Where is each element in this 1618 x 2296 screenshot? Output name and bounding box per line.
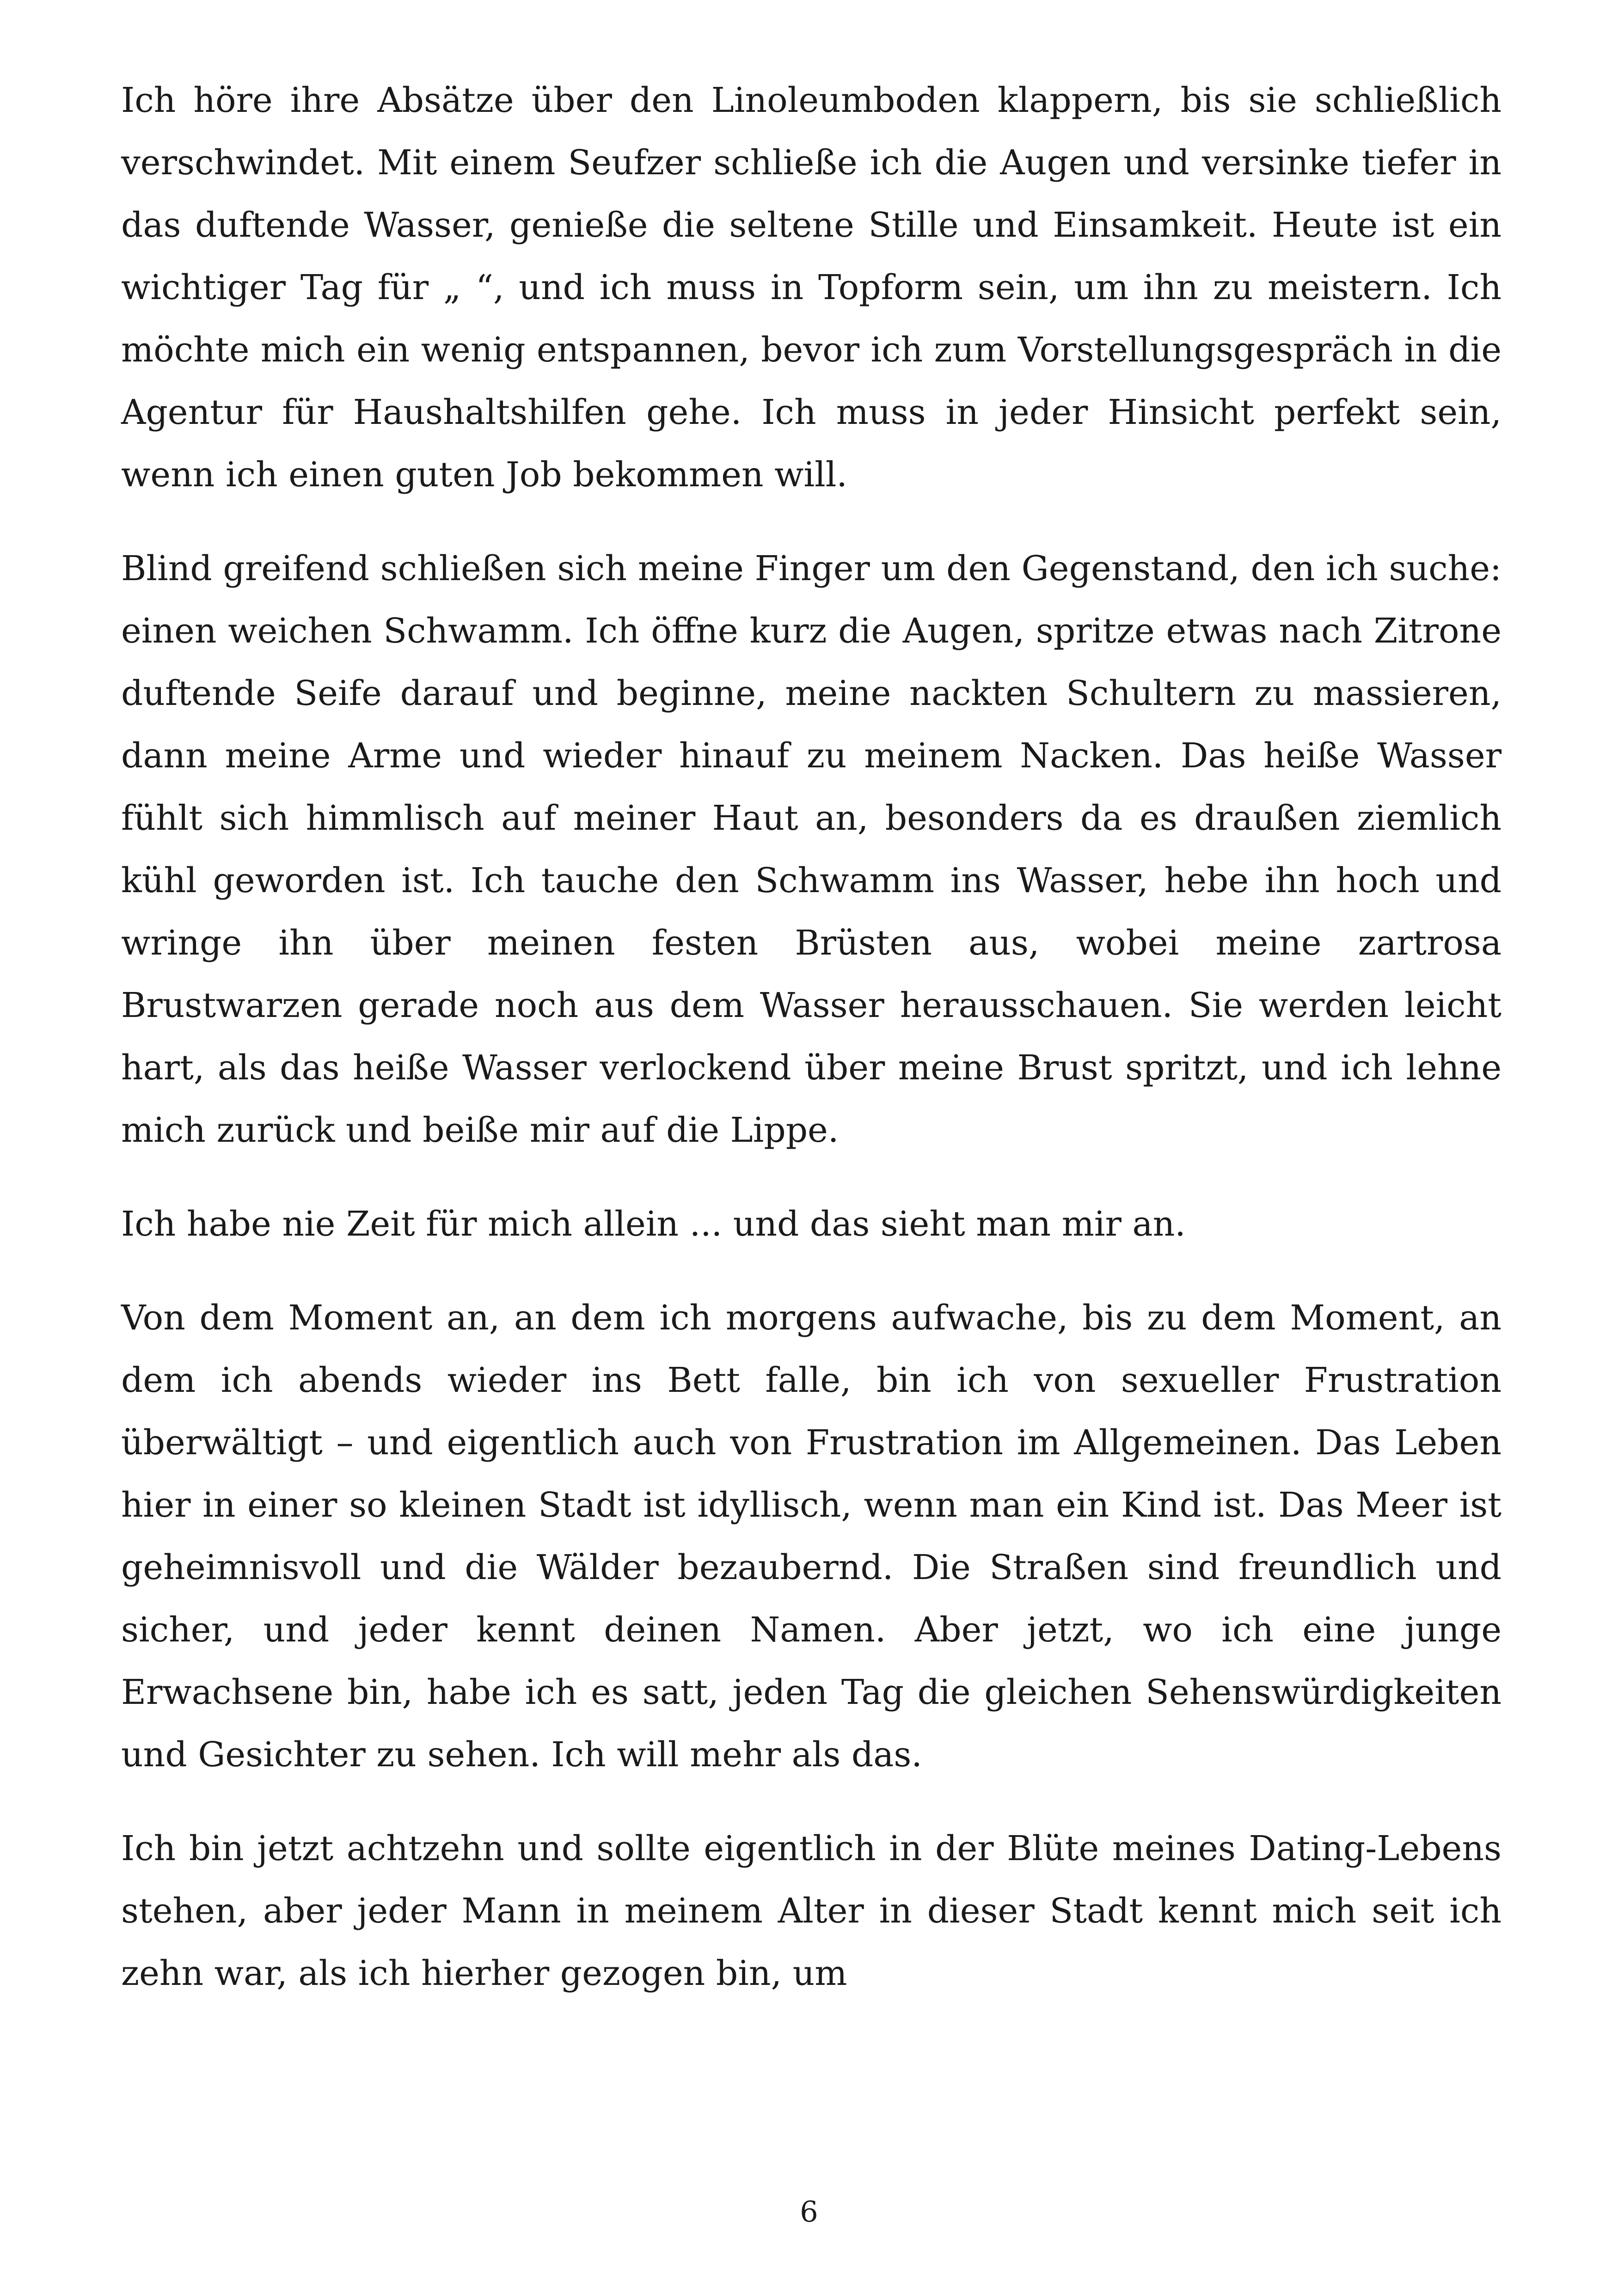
page-number: 6 bbox=[800, 2195, 818, 2229]
paragraph-5: Ich bin jetzt achtzehn und sollte eigentlich in der Blüte meines Dating-Lebens stehen, aber jeder Mann in meinem Alter in dieser Stadt kennt mich seit ich zehn war, als ich hierher gezogen bin, um bbox=[121, 1829, 1502, 1993]
paragraph-3: Ich habe nie Zeit für mich allein ... und das sieht man mir an. bbox=[121, 1204, 1186, 1244]
body-text bbox=[121, 69, 1502, 2005]
paragraph-4: Von dem Moment an, an dem ich morgens aufwache, bis zu dem Moment, an dem ich abends wieder ins Bett falle, bin ich von sexueller Frustration überwältigt – und eigentlich auch von Frustration im Allgemeinen. Das Leben hier in einer so kleinen Stadt ist idyllisch, wenn man ein Kind ist. Das Meer ist geheimnisvoll und die Wälder bezaubernd. Die Straßen sind freundlich und sicher, und jeder kennt deinen Namen. Aber jetzt, wo ich eine junge Erwachsene bin, habe ich es satt, jeden Tag die gleichen Sehenswürdigkeiten und Gesichter zu sehen. Ich will mehr als das. bbox=[121, 1298, 1502, 1775]
paragraph-1: Ich höre ihre Absätze über den Linoleumboden klappern, bis sie schließlich verschwindet. Mit einem Seufzer schließe ich die Augen und versinke tiefer in das duftende Wasser, genieße die seltene Stille und Einsamkeit. Heute ist ein wichtiger Tag für „ “, und ich muss in Topform sein, um ihn zu meistern. Ich möchte mich ein wenig entspannen, bevor ich zum Vorstellungsgespräch in die Agentur für Haushaltshilfen gehe. Ich muss in jeder Hinsicht perfekt sein, wenn ich einen guten Job bekommen will. bbox=[121, 80, 1502, 495]
paragraph-2: Blind greifend schließen sich meine Finger um den Gegenstand, den ich suche: einen weichen Schwamm. Ich öffne kurz die Augen, spritze etwas nach Zitrone duftende Seife darauf und beginne, meine nackten Schultern zu massieren, dann meine Arme und wieder hinauf zu meinem Nacken. Das heiße Wasser fühlt sich himmlisch auf meiner Haut an, besonders da es draußen ziemlich kühl geworden ist. Ich tauche den Schwamm ins Wasser, hebe ihn hoch und wringe ihn über meinen festen Brüsten aus, wobei meine zartrosa Brustwarzen gerade noch aus dem Wasser herausschauen. Sie werden leicht hart, als das heiße Wasser verlockend über meine Brust spritzt, und ich lehne mich zurück und beiße mir auf die Lippe. bbox=[121, 549, 1502, 1150]
